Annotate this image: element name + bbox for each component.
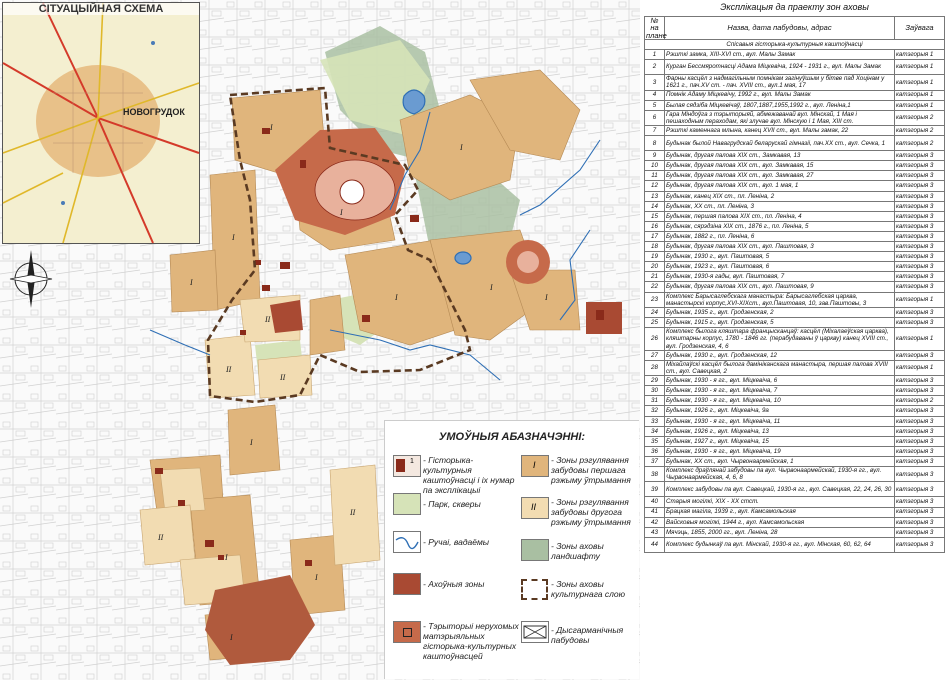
row-name: Будынак, 1930-я гады, вул. Паштовая, 7: [665, 272, 895, 282]
row-category: катэгорыя 1: [895, 60, 945, 75]
row-number: 16: [645, 221, 665, 231]
row-name: Рэшткі замка, XIII-XVI ст., вул. Малы Замак: [665, 50, 895, 60]
row-category: катэгорыя 3: [895, 497, 945, 507]
row-category: катэгорыя 3: [895, 272, 945, 282]
row-name: Былая сядзіба Міцкевічаў, 1807,1887,1955,1992 г., вул. Леніна,1: [665, 100, 895, 110]
table-row: [645, 396, 945, 406]
legend-title: УМОЎНЫЯ АБАЗНАЧЭННІ:: [438, 431, 586, 443]
row-name: Брацкая магіла, 1939 г., вул. Камсамольская: [665, 507, 895, 517]
row-number: 12: [645, 181, 665, 191]
row-name: Старыя могілкі, XIX - XX стст.: [665, 497, 895, 507]
table-row: [645, 527, 945, 537]
legend-label-cultural-layer: - Зоны аховы культурнага слою: [551, 579, 626, 599]
header-cat: Заўвага: [895, 17, 945, 40]
row-name: Будынак, 1930 г., вул. Гродзенская, 12: [665, 350, 895, 360]
table-title: Эксплікацыя да праекту зон аховы: [720, 2, 869, 12]
legend-label-zone2: - Зоны рэгулявання забудовы другога рэжыму ўтрымання: [551, 497, 631, 527]
row-number: 4: [645, 90, 665, 100]
row-name: Фарны касцёл з надмагільным помнікам загінуўшым у бітве пад Хоцінам у 1621 г., пач.XV ст. - пач. XVIII ст., вул.1 мая, 17: [665, 75, 895, 90]
row-category: катэгорыя 3: [895, 181, 945, 191]
zone-label: I: [232, 233, 235, 242]
row-name: Будынак, 1923 г., вул. Паштовая, 6: [665, 262, 895, 272]
table-header-row: [645, 17, 945, 40]
legend-swatch-zone1-mark: I: [533, 460, 536, 470]
zone-label: I: [190, 278, 193, 287]
zone-label: II: [350, 508, 356, 517]
row-name: Будынак, 1930 - я гг., вул. Міцкевіча, 11: [665, 416, 895, 426]
legend-label-disharmonic: - Дысгарманічныя пабудовы: [551, 625, 624, 645]
row-name: Будынак, другая палова XIX ст., вул. Замкавая, 27: [665, 171, 895, 181]
zone-label: I: [490, 283, 493, 292]
situational-scheme-inset: [2, 2, 200, 244]
zone-label: II: [158, 533, 164, 542]
row-number: 30: [645, 386, 665, 396]
row-number: 8: [645, 136, 665, 151]
row-number: 33: [645, 416, 665, 426]
row-category: катэгорыя 1: [895, 75, 945, 90]
row-category: катэгорыя 3: [895, 436, 945, 446]
row-name: Будынак, XX ст., вул. Чырвонаармейская, 1: [665, 456, 895, 466]
row-name: Помнік Адаму Міцкевічу, 1992 г., вул. Малы Замак: [665, 90, 895, 100]
row-number: 32: [645, 406, 665, 416]
zone-label: I: [395, 293, 398, 302]
table-row: [645, 201, 945, 211]
table-row: [645, 497, 945, 507]
section-label: Спісавыя гісторыка-культурныя каштоўнасці: [645, 40, 945, 50]
table-row: [645, 446, 945, 456]
row-category: катэгорыя 3: [895, 211, 945, 221]
table-row: [645, 282, 945, 292]
table-row: [645, 272, 945, 282]
row-name: Міхайлаўскі касцёл былога дамініканскага манастыра, першая палова XVIII ст., вул. Савецкая, 2: [665, 360, 895, 375]
row-number: 26: [645, 328, 665, 351]
row-category: катэгорыя 3: [895, 262, 945, 272]
legend-swatch-disharmonic: [521, 621, 549, 643]
row-category: катэгорыя 3: [895, 161, 945, 171]
row-number: 24: [645, 307, 665, 317]
row-category: катэгорыя 3: [895, 307, 945, 317]
row-name: Будынак, 1935 г., вул. Гродзенская, 2: [665, 307, 895, 317]
table-row: [645, 100, 945, 110]
row-category: катэгорыя 3: [895, 537, 945, 552]
row-number: 20: [645, 262, 665, 272]
legend-swatch-park: [393, 493, 421, 515]
row-name: Гара Міндоўга з тэрыторыяй, абмежаванай вул. Мінскай, 1 Мая і пешаходным пераходам, які злучае вул. Мінскую і 1 Мая, XIII ст.: [665, 110, 895, 125]
row-name: Будынак, канец XIX ст., пл. Леніна, 2: [665, 191, 895, 201]
row-number: 7: [645, 126, 665, 136]
table-row: [645, 376, 945, 386]
row-number: 14: [645, 201, 665, 211]
table-row: [645, 211, 945, 221]
row-name: Будынак, 1915 г., вул. Гродзенская, 5: [665, 318, 895, 328]
row-name: Будынак, другая палова XIX ст., Замкавая, 13: [665, 151, 895, 161]
table-row: [645, 537, 945, 552]
row-name: Мячэць, 1855, 2000 гг., вул. Леніна, 28: [665, 527, 895, 537]
row-category: катэгорыя 3: [895, 231, 945, 241]
row-number: 36: [645, 446, 665, 456]
zone-label: II: [280, 373, 286, 382]
table-row: [645, 386, 945, 396]
row-name: Будынак, 1927 г., вул. Міцкевіча, 15: [665, 436, 895, 446]
row-number: 37: [645, 456, 665, 466]
row-number: 2: [645, 60, 665, 75]
row-category: катэгорыя 3: [895, 426, 945, 436]
row-number: 11: [645, 171, 665, 181]
compass-rose-icon: [8, 248, 54, 310]
row-number: 43: [645, 527, 665, 537]
zone-label: II: [265, 315, 271, 324]
zone-label: I: [225, 553, 228, 562]
zone-label: I: [250, 438, 253, 447]
legend-swatch-landscape: [521, 539, 549, 561]
table-section-row: [645, 40, 945, 50]
row-number: 40: [645, 497, 665, 507]
row-name: Будынак, 1882 г., пл. Леніна, 6: [665, 231, 895, 241]
table-row: [645, 161, 945, 171]
row-category: катэгорыя 3: [895, 446, 945, 456]
legend-swatch-number: 1: [410, 458, 414, 465]
row-name: Рэшткі каменнага млына, канец XVII ст., вул. Малы замак, 22: [665, 126, 895, 136]
table-row: [645, 242, 945, 252]
row-name: Комплекс забудовы па вул. Савецкай, 1930-я гг., вул. Савецкая, 22, 24, 26, 30: [665, 482, 895, 497]
legend-swatch-monument: [393, 455, 421, 477]
row-number: 15: [645, 211, 665, 221]
row-number: 19: [645, 252, 665, 262]
legend-label-zone1: - Зоны рэгулявання забудовы першага рэжыму ўтрымання: [551, 455, 631, 485]
legend-swatch-zone2-mark: II: [531, 502, 537, 512]
table-row: [645, 360, 945, 375]
row-name: Будынак, другая палова XIX ст., вул. 1 мая, 1: [665, 181, 895, 191]
row-name: Будынак былой Навагрудскай беларускай гімназіі, пач.XX ст., вул. Сечка, 1: [665, 136, 895, 151]
table-row: [645, 151, 945, 161]
row-category: катэгорыя 1: [895, 360, 945, 375]
row-name: Комплекс Барысаглебскага манастыра: Барысаглебская царква, манастырскі корпус,XVI-XIXст., вул.Паштовая, 10, зав.Паштовы, 3: [665, 292, 895, 307]
table-row: [645, 328, 945, 351]
row-category: катэгорыя 3: [895, 416, 945, 426]
table-row: [645, 191, 945, 201]
table-row: [645, 50, 945, 60]
row-category: катэгорыя 3: [895, 482, 945, 497]
row-name: Будынак, 1926 г., вул. Міцкевіча, 13: [665, 426, 895, 436]
zone-label: I: [315, 573, 318, 582]
row-name: Вайсковыя могілкі, 1944 г., вул. Камсамольская: [665, 517, 895, 527]
row-name: Комплекс былога кляштара францысканцаў: касцёл (Міхалаеўская царква), кляштарны корпус, 1780 - 1846 гг. (перабудаваны ў царкву) канец XVIII ст., вул. Гродзенская, 4, 6: [665, 328, 895, 351]
table-row: [645, 221, 945, 231]
table-row: [645, 181, 945, 191]
row-name: Будынак, 1930 - я гг., вул. Міцкевіча, 6: [665, 376, 895, 386]
table-row: [645, 60, 945, 75]
zone-label: I: [270, 123, 273, 132]
row-number: 25: [645, 318, 665, 328]
table-row: [645, 507, 945, 517]
zone-label: I: [340, 208, 343, 217]
inset-city-label: НОВОГРУДОК: [123, 107, 185, 117]
table-row: [645, 262, 945, 272]
row-number: 38: [645, 467, 665, 482]
table-row: [645, 482, 945, 497]
zone-label: I: [460, 143, 463, 152]
table-row: [645, 517, 945, 527]
table-row: [645, 136, 945, 151]
row-number: 9: [645, 151, 665, 161]
row-category: катэгорыя 1: [895, 328, 945, 351]
legend-label-monument: - Гісторыка-культурныя каштоўнасці і іх нумар па эксплікацыі: [423, 455, 515, 495]
row-category: катэгорыя 3: [895, 406, 945, 416]
row-name: Будынак, 1930 - я гг., вул. Міцкевіча, 19: [665, 446, 895, 456]
row-category: катэгорыя 1: [895, 292, 945, 307]
row-number: 18: [645, 242, 665, 252]
row-number: 23: [645, 292, 665, 307]
legend-label-territory: - Тэрыторыі нерухомых матэрыяльных гісторыка-культурных каштоўнасцей: [423, 621, 519, 661]
table-row: [645, 75, 945, 90]
row-category: катэгорыя 3: [895, 386, 945, 396]
row-name: Будынак, 1930 - я гг., вул. Міцкевіча, 10: [665, 396, 895, 406]
row-number: 22: [645, 282, 665, 292]
row-category: катэгорыя 3: [895, 242, 945, 252]
row-name: Комплекс будынкаў па вул. Мінскай, 1930-я гг., вул. Мінская, 60, 62, 64: [665, 537, 895, 552]
row-category: катэгорыя 3: [895, 527, 945, 537]
row-category: катэгорыя 2: [895, 136, 945, 151]
row-category: катэгорыя 1: [895, 90, 945, 100]
legend-swatch-zone1: [521, 455, 549, 477]
row-number: 6: [645, 110, 665, 125]
row-number: 35: [645, 436, 665, 446]
row-category: катэгорыя 1: [895, 100, 945, 110]
row-number: 44: [645, 537, 665, 552]
row-category: катэгорыя 3: [895, 171, 945, 181]
row-name: Будынак, 1930 г., вул. Паштовая, 5: [665, 252, 895, 262]
row-category: катэгорыя 3: [895, 252, 945, 262]
row-category: катэгорыя 2: [895, 110, 945, 125]
castle-ruins: [340, 180, 364, 204]
legend-swatch-cultural-layer: [521, 579, 548, 600]
row-number: 13: [645, 191, 665, 201]
row-name: Будынак, першая палова XIX ст., пл. Леніна, 4: [665, 211, 895, 221]
legend-swatch-water: [393, 531, 421, 553]
table-row: [645, 406, 945, 416]
row-number: 29: [645, 376, 665, 386]
protection-zone-center: [270, 300, 303, 333]
table-row: [645, 318, 945, 328]
row-name: Будынак, сярэдзіна XIX ст., 1876 г., пл. Леніна, 5: [665, 221, 895, 231]
row-category: катэгорыя 2: [895, 396, 945, 406]
table-row: [645, 350, 945, 360]
zone-label: I: [230, 633, 233, 642]
legend-swatch-protection: [393, 573, 421, 595]
row-number: 39: [645, 482, 665, 497]
row-category: катэгорыя 3: [895, 221, 945, 231]
row-number: 1: [645, 50, 665, 60]
header-num: № на плане: [646, 16, 667, 40]
row-category: катэгорыя 1: [895, 50, 945, 60]
row-category: катэгорыя 3: [895, 456, 945, 466]
table-row: [645, 292, 945, 307]
row-name: Будынак, XX ст., пл. Леніна, 3: [665, 201, 895, 211]
header-name: Назва, дата пабудовы, адрас: [665, 17, 895, 40]
row-category: катэгорыя 3: [895, 507, 945, 517]
legend-swatch-zone2: [521, 497, 549, 519]
row-number: 31: [645, 396, 665, 406]
table-row: [645, 110, 945, 125]
table-row: [645, 416, 945, 426]
row-name: Будынак, другая палова XIX ст., вул. Паштовая, 3: [665, 242, 895, 252]
row-number: 41: [645, 507, 665, 517]
inset-title: СІТУАЦЫЙНАЯ СХЕМА: [3, 3, 199, 15]
row-name: Будынак, 1930 - я гг., вул. Міцкевіча, 7: [665, 386, 895, 396]
table-row: [645, 467, 945, 482]
row-category: катэгорыя 3: [895, 282, 945, 292]
row-category: катэгорыя 3: [895, 201, 945, 211]
row-category: катэгорыя 3: [895, 376, 945, 386]
row-number: 34: [645, 426, 665, 436]
map-legend: [384, 420, 639, 679]
table-row: [645, 252, 945, 262]
row-name: Будынак, другая палова XIX ст., вул. Паштовая, 9: [665, 282, 895, 292]
inset-map: [3, 3, 199, 243]
row-name: Будынак, другая палова XIX ст., вул. Замкавая, 15: [665, 161, 895, 171]
table-row: [645, 436, 945, 446]
row-category: катэгорыя 3: [895, 517, 945, 527]
row-name: Комплекс драўлянай забудовы па вул. Чырвонаармейскай, 1930-я гг., вул. Чырвонаармейская, 4, 6, 8: [665, 467, 895, 482]
legend-label-park: - Парк, скверы: [423, 499, 481, 509]
explication-table-panel: [644, 0, 945, 680]
row-name: Будынак, 1926 г., вул. Міцкевіча, 9а: [665, 406, 895, 416]
row-number: 5: [645, 100, 665, 110]
row-category: катэгорыя 3: [895, 191, 945, 201]
explication-table: [644, 16, 945, 553]
row-number: 3: [645, 75, 665, 90]
row-number: 28: [645, 360, 665, 375]
legend-swatch-territory: [393, 621, 421, 643]
legend-label-water: - Ручаі, вадаёмы: [423, 537, 490, 547]
row-name: Курган Бессмяротнасці Адама Міцкевіча, 1924 - 1931 г., вул. Малы Замак: [665, 60, 895, 75]
table-row: [645, 171, 945, 181]
table-row: [645, 426, 945, 436]
zone-label: II: [226, 365, 232, 374]
table-row: [645, 307, 945, 317]
row-number: 21: [645, 272, 665, 282]
legend-label-landscape: - Зоны аховы ландшафту: [551, 541, 604, 561]
table-row: [645, 231, 945, 241]
row-number: 42: [645, 517, 665, 527]
row-number: 10: [645, 161, 665, 171]
row-category: катэгорыя 3: [895, 318, 945, 328]
table-row: [645, 456, 945, 466]
legend-label-protection: - Ахоўныя зоны: [423, 579, 485, 589]
table-row: [645, 90, 945, 100]
row-category: катэгорыя 2: [895, 126, 945, 136]
zone-label: I: [545, 293, 548, 302]
row-category: катэгорыя 3: [895, 151, 945, 161]
row-category: катэгорыя 3: [895, 467, 945, 482]
row-number: 27: [645, 350, 665, 360]
row-category: катэгорыя 3: [895, 350, 945, 360]
row-number: 17: [645, 231, 665, 241]
table-row: [645, 126, 945, 136]
